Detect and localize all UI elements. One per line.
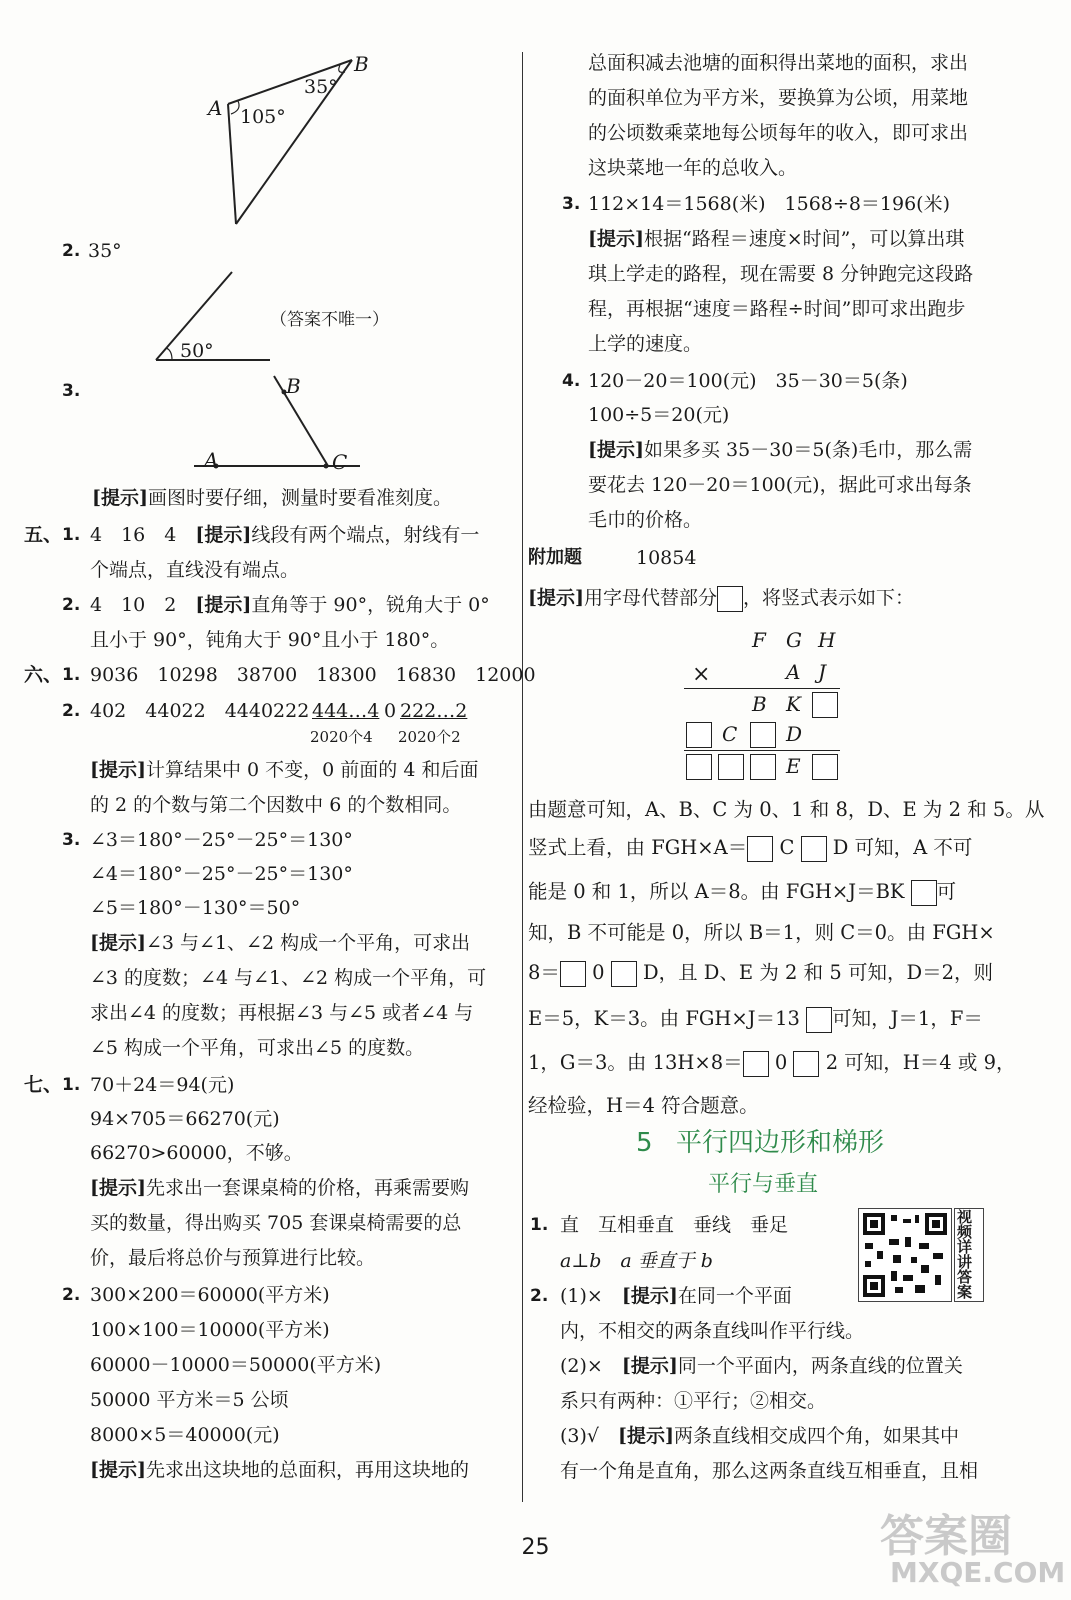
answer-note: （答案不唯一） (270, 310, 389, 330)
tip-line: 4 16 4 [提示]线段有两个端点，射线有一 (90, 524, 480, 546)
digit-letter: E (786, 754, 801, 778)
equation-line: ∠4＝180°－25°－25°＝130° (90, 863, 353, 885)
section-label: 五、 (24, 524, 63, 546)
tip-line: 这块菜地一年的总收入。 (588, 157, 798, 179)
vertex-a-label: A (208, 96, 223, 120)
sum-line (684, 688, 840, 689)
explanation-line: 知，B 不可能是 0，所以 B＝1，则 C＝0。由 FGH× (528, 921, 995, 944)
equation-line: 94×705＝66270(元) (90, 1108, 280, 1130)
equation-line: ∠5＝180°－130°＝50° (90, 897, 301, 919)
equation-line: 60000－10000＝50000(平方米) (90, 1354, 382, 1376)
tip-line: 有一个角是直角，那么这两条直线互相垂直，且相 (560, 1460, 979, 1482)
digit-letter: D (786, 722, 803, 746)
equation-line: ∠3＝180°－25°－25°＝130° (90, 829, 353, 851)
tip-line: 求出∠4 的度数；再根据∠3 与∠5 或者∠4 与 (90, 1002, 474, 1024)
digit-letter: C (722, 722, 738, 746)
question-number: 2. (62, 595, 81, 615)
angle-b-label: 35° (304, 76, 338, 98)
equation-line: 8000×5＝40000(元) (90, 1424, 280, 1446)
equation-line: 300×200＝60000(平方米) (90, 1284, 330, 1306)
explanation-line: 8＝ 0 D，且 D、E 为 2 和 5 可知，D＝2，则 (528, 960, 993, 987)
explanation-line: 1，G＝3。由 13H×8＝ 0 2 可知，H＝4 或 9， (528, 1050, 1016, 1077)
blank-box (717, 586, 743, 612)
tip-line: [提示]根据“路程＝速度×时间”，可以算出琪 (588, 228, 965, 250)
angle-label: 50° (180, 340, 214, 362)
chapter-title: 平行四边形和梯形 (676, 1128, 885, 1158)
point-b-label: B (286, 374, 301, 398)
bonus-label: 附加题 (528, 547, 582, 568)
tip-line: 4 10 2 [提示]直角等于 90°，锐角大于 0° (90, 594, 490, 616)
tip-line: 买的数量，得出购买 705 套课桌椅需要的总 (90, 1212, 462, 1234)
equation-line: 112×14＝1568(米) 1568÷8＝196(米) (588, 193, 950, 215)
tip-line: 的公顷数乘菜地每公顷每年的收入，即可求出 (588, 122, 969, 144)
triangle-figure (200, 48, 380, 233)
watermark-logo: 答案圈 (880, 1511, 1012, 1562)
blank-box (686, 754, 712, 780)
digit-letter: F (752, 628, 766, 652)
question-number: 2. (62, 1285, 81, 1305)
digit-letter: B (752, 692, 767, 716)
tip-line: (3)√ [提示]两条直线相交成四个角，如果其中 (560, 1425, 960, 1447)
tip-line: 的 2 的个数与第二个因数中 6 的个数相同。 (90, 794, 462, 816)
qr-label: 视频详讲答案 (954, 1208, 984, 1302)
angle-a-label: 105° (240, 106, 286, 128)
question-number: 1. (530, 1215, 549, 1235)
tip-line: 内，不相交的两条直线叫作平行线。 (560, 1320, 865, 1342)
angle-figure (150, 268, 280, 368)
repeat-number: 444…4 (312, 700, 380, 722)
tip-line: [提示]先求出一套课桌椅的价格，再乘需要购 (90, 1177, 469, 1199)
tip-line: 价，最后将总价与预算进行比较。 (90, 1247, 376, 1269)
tip-line: (2)× [提示]同一个平面内，两条直线的位置关 (560, 1355, 963, 1377)
explanation-line: 经检验，H＝4 符合题意。 (528, 1094, 759, 1117)
tip-line: 要花去 120－20＝100(元)，据此可求出每条 (588, 474, 972, 496)
blank-box (686, 722, 712, 748)
blank-box (750, 754, 776, 780)
answer-text: 402 44022 4440222 (90, 700, 310, 722)
tip-line: 系只有两种：①平行；②相交。 (560, 1390, 827, 1412)
question-number: 1. (62, 665, 81, 685)
digit-letter: A (786, 660, 801, 684)
repeat-number: 222…2 (400, 700, 468, 722)
vertex-b-label: B (354, 52, 369, 76)
tip-line: 琪上学走的路程，现在需要 8 分钟跑完这段路 (588, 263, 974, 285)
tip-line: 且小于 90°，钝角大于 90°且小于 180°。 (90, 629, 450, 651)
digit-letter: J (818, 660, 827, 684)
chapter-number: 5 (636, 1128, 653, 1158)
blank-box (750, 722, 776, 748)
tip-line: 的面积单位为平方米，要换算为公顷，用菜地 (588, 87, 969, 109)
answer-text: 0 (384, 700, 397, 722)
digit-letter: G (786, 628, 802, 652)
question-number: 4. (562, 371, 581, 391)
blank-box (812, 692, 838, 718)
point-c-label: C (332, 450, 348, 474)
bonus-answer: 10854 (636, 547, 697, 569)
explanation-line: 能是 0 和 1，所以 A＝8。由 FGH×J＝BK 可 (528, 879, 956, 906)
answer-text: 9036 10298 38700 18300 16830 12000 (90, 664, 536, 686)
question-number: 3. (62, 381, 81, 401)
answer-text: a⊥b a 垂直于 b (560, 1250, 713, 1272)
section-label: 七、 (24, 1074, 63, 1096)
explanation-line: 竖式上看，由 FGH×A＝ C D 可知，A 不可 (528, 835, 972, 862)
equation-line: 50000 平方米＝5 公顷 (90, 1389, 289, 1411)
tip-line: ∠3 的度数；∠4 与∠1、∠2 构成一个平角，可 (90, 967, 487, 989)
question-number: 3. (562, 194, 581, 214)
equation-line: 100÷5＝20(元) (588, 404, 730, 426)
digit-letter: K (786, 692, 801, 716)
digit-letter: H (818, 628, 836, 652)
column-divider (522, 52, 523, 1502)
question-number: 2. (62, 701, 81, 721)
tip-line: (1)× [提示]在同一个平面 (560, 1285, 792, 1307)
repeat-count: 2020个2 (398, 728, 461, 746)
blank-box (718, 754, 744, 780)
tip-line: [提示]如果多买 35－30＝5(条)毛巾，那么需 (588, 439, 973, 461)
blank-box (812, 754, 838, 780)
tip-line: 上学的速度。 (588, 333, 703, 355)
tip-line: [提示]先求出这块地的总面积，再用这块地的 (90, 1459, 469, 1481)
answer-text: 直 互相垂直 垂线 垂足 (560, 1214, 789, 1236)
point-a-label: A (204, 448, 219, 472)
explanation-line: 由题意可知，A、B、C 为 0、1 和 8，D、E 为 2 和 5。从 (528, 798, 1045, 821)
tip-line: 毛巾的价格。 (588, 509, 703, 531)
question-number: 3. (62, 830, 81, 850)
qr-code-icon[interactable] (858, 1208, 952, 1302)
times-sign: × (692, 662, 711, 687)
repeat-count: 2020个4 (310, 728, 373, 746)
tip-line: 总面积减去池塘的面积得出菜地的面积，求出 (588, 52, 969, 74)
tip-line: [提示]计算结果中 0 不变，0 前面的 4 和后面 (90, 759, 479, 781)
explanation-line: E＝5，K＝3。由 FGH×J＝13 可知，J＝1，F＝ (528, 1006, 983, 1033)
tip-line: 程，再根据“速度＝路程÷时间”即可求出跑步 (588, 298, 966, 320)
question-number: 2. (62, 241, 81, 261)
page-number: 25 (521, 1535, 550, 1560)
equation-line: 120－20＝100(元) 35－30＝5(条) (588, 370, 908, 392)
equation-line: 66270>60000，不够。 (90, 1142, 303, 1164)
tip-line: 个端点，直线没有端点。 (90, 559, 300, 581)
tip-line: [提示]用字母代替部分 ，将竖式表示如下： (528, 585, 914, 612)
section-title: 平行与垂直 (708, 1172, 819, 1197)
answer-text: 35° (88, 240, 122, 262)
tip-line: [提示]画图时要仔细，测量时要看准刻度。 (92, 487, 452, 509)
watermark-url: MXQE.COM (890, 1556, 1066, 1589)
section-label: 六、 (24, 664, 63, 686)
equation-line: 100×100＝10000(平方米) (90, 1319, 330, 1341)
sum-line (684, 750, 840, 751)
question-number: 1. (62, 1075, 81, 1095)
question-number: 2. (530, 1286, 549, 1306)
question-number: 1. (62, 525, 81, 545)
equation-line: 70＋24＝94(元) (90, 1074, 235, 1096)
tip-line: ∠5 构成一个平角，可求出∠5 的度数。 (90, 1037, 425, 1059)
tip-line: [提示]∠3 与∠1、∠2 构成一个平角，可求出 (90, 932, 471, 954)
